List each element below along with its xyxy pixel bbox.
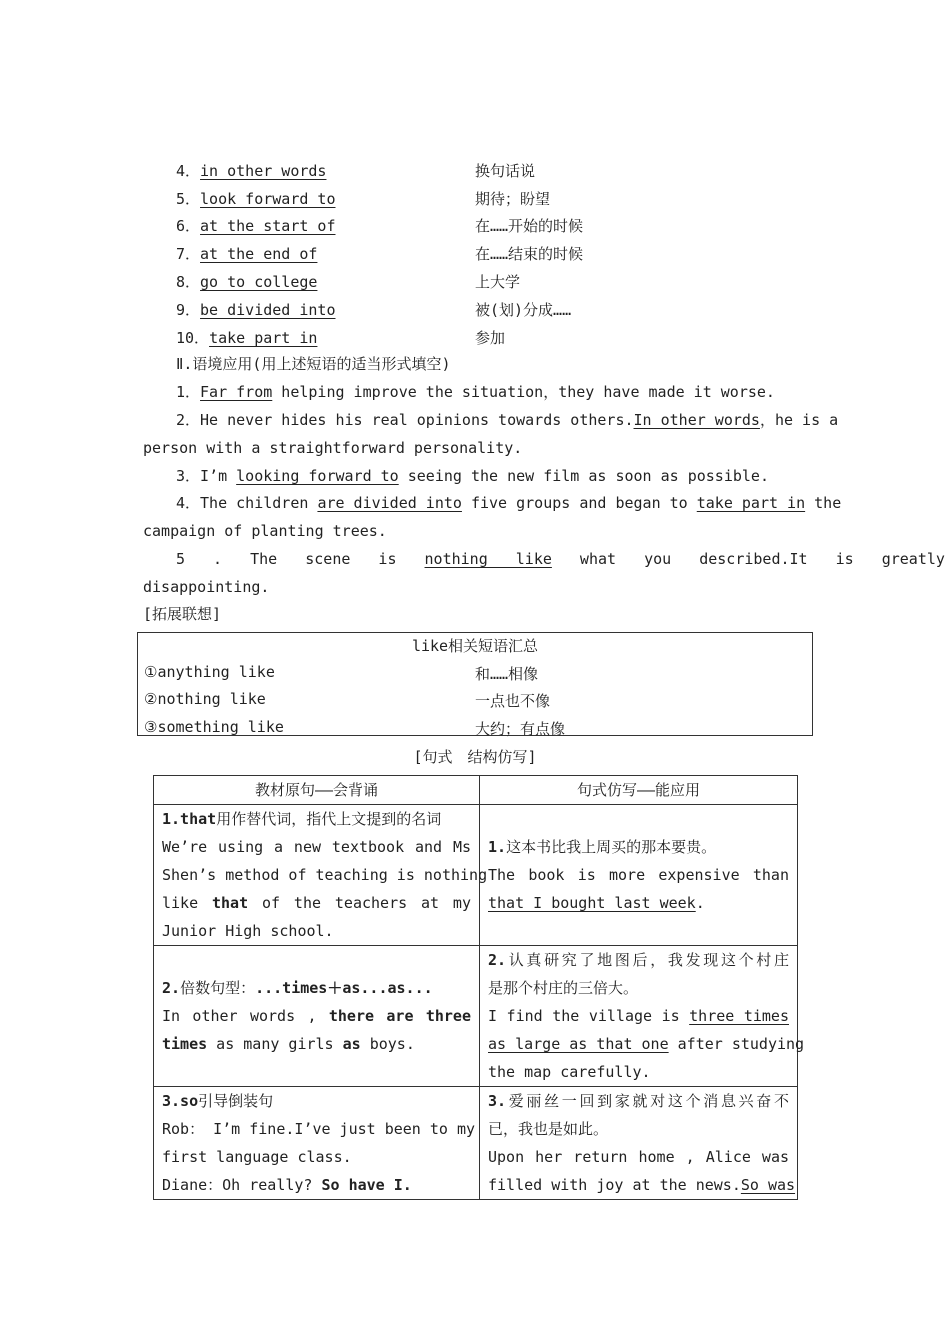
phrase-en: at the end of [200,245,318,263]
cell-text: 爱丽丝一回到家就对这个消息兴奋不 [506,1092,789,1110]
bold-text: ...times＋as...as... [255,979,433,997]
bold-text: So have I. [321,1176,412,1194]
exercise-number: 2． [176,411,201,429]
cell-line: Shen’s method of teaching is nothing [162,866,488,884]
bold-text: 2. [488,951,507,969]
sentence-text: ，he is a [759,411,839,429]
bold-text: there are three [328,1007,471,1025]
like-phrases-box [137,632,813,736]
phrase-en: in other words [200,162,327,180]
like-phrase-zh: 大约；有点像 [475,720,566,738]
sentence-text: I’m [200,467,237,485]
answer-blank: as large as that one [488,1035,669,1053]
cell-text: of the teachers at my [248,894,471,912]
phrase-zh: 换句话说 [475,162,536,180]
original-sentence-cell [154,946,480,1087]
phrase-number: 9． [176,301,201,319]
phrase-row [176,327,676,349]
phrase-row [176,215,676,237]
table-row [154,805,798,946]
like-phrase-en: ①anything like [144,663,275,681]
phrase-zh: 上大学 [475,273,521,291]
exercise-number: 1． [176,383,201,401]
bold-text: 1.that [162,810,217,828]
phrase-en: be divided into [200,301,336,319]
exercise-sentence [176,382,775,402]
sentence-text: The scene is [250,550,425,568]
phrase-number: 7． [176,245,201,263]
bold-text: times [162,1035,208,1053]
phrase-number: 8． [176,273,201,291]
answer-blank: In other words [633,411,760,429]
like-phrase-en: ②nothing like [144,690,266,708]
bold-text: 3. [488,1092,507,1110]
cell-text: 倍数句型： [180,979,256,997]
like-row [144,663,804,685]
cell-text: . [695,894,705,912]
exercise-sentence [176,493,842,513]
phrase-zh: 在……结束的时候 [475,245,584,263]
cell-title [488,946,789,974]
cell-text: 这本书比我上周买的那本要贵。 [506,838,717,856]
cell-line [162,1002,471,1030]
answer-blank: are divided into [317,494,462,512]
bold-text: 3.so [162,1092,199,1110]
like-phrase-en: ③something like [144,718,284,736]
sentence-text: seeing the new film as soon as possible. [398,467,769,485]
answer-blank: that I bought last week [488,894,696,912]
exercise-sentence [176,410,839,430]
phrase-zh: 期待；盼望 [475,190,551,208]
exercise-sentence [176,549,945,569]
phrase-number: 5． [176,190,201,208]
sentence-continuation: person with a straightforward personality. [143,439,523,457]
cell-line [162,1171,471,1199]
cell-line [488,889,789,917]
sentence-continuation: disappointing. [143,578,270,596]
cell-line: Upon her return home , Alice was [488,1148,789,1166]
bold-text: 2. [162,979,181,997]
section-title: Ⅱ.语境应用(用上述短语的适当形式填空) [176,355,451,373]
sentence-text: the [805,494,842,512]
cell-line: 已，我也是如此。 [488,1120,609,1138]
cell-text: after studying [668,1035,805,1053]
cell-title [488,833,789,861]
original-sentence-cell [154,1087,480,1200]
bold-text: 1. [488,838,507,856]
bold-text: as [342,1035,361,1053]
cell-line: Rob： I’m fine.I’ve just been to my [162,1120,476,1138]
original-sentence-cell [154,805,488,946]
sentence-text: He never hides his real opinions towards others. [200,411,634,429]
exercise-sentence [176,466,769,486]
sentence-text: what you described.It is greatly [551,550,945,568]
cell-line [488,1171,796,1199]
cell-title [488,1087,789,1115]
box-title: like相关短语汇总 [411,637,539,655]
cell-line: We’re using a new textbook and Ms [162,838,471,856]
extension-label: [拓展联想] [143,605,222,623]
phrase-row [176,271,676,293]
like-phrase-zh: 一点也不像 [475,692,551,710]
cell-text: 认真研究了地图后，我发现这个村庄 [506,951,789,969]
cell-line: The book is more expensive than [488,866,789,884]
phrase-row [176,188,676,210]
sentence-text: five groups and began to [461,494,697,512]
cell-line: the map carefully. [488,1063,651,1081]
cell-line: 是那个村庄的三倍大。 [488,979,639,997]
phrase-row [176,160,676,182]
cell-text: 引导倒装句 [198,1092,274,1110]
phrase-zh: 参加 [475,329,506,347]
cell-line: Junior High school. [162,922,334,940]
sentence-continuation: campaign of planting trees. [143,522,387,540]
like-row [144,690,804,712]
pattern-section-title: [句式 结构仿写] [413,748,537,766]
imitation-cell [480,946,805,1087]
table-row [154,1087,798,1200]
bold-text: that [212,894,249,912]
exercise-number: 4． [176,494,201,512]
cell-line [488,1002,789,1030]
cell-title [162,974,471,1002]
cell-text: like [162,894,212,912]
phrase-en: take part in [209,329,318,347]
cell-line: first language class. [162,1148,352,1166]
like-row [144,718,804,740]
cell-text: I find the village is [488,1007,690,1025]
phrase-number: 10． [176,329,210,347]
pattern-table [153,775,805,1200]
answer-blank: nothing like [424,550,552,568]
exercise-number: 3． [176,467,201,485]
phrase-number: 6． [176,217,201,235]
imitation-cell [480,805,798,946]
cell-text: as many girls [207,1035,343,1053]
answer-blank: Far from [200,383,273,401]
header-cell: 教材原句——会背诵 [154,776,480,805]
cell-line [488,1030,805,1058]
answer-blank: take part in [696,494,806,512]
cell-text: In other words , [162,1007,329,1025]
phrase-number: 4． [176,162,201,180]
sentence-text: helping improve the situation，they have made it worse. [272,383,775,401]
like-phrase-zh: 和……相像 [475,665,539,683]
phrase-en: look forward to [200,190,336,208]
answer-blank: So was [740,1176,796,1194]
answer-blank: looking forward to [236,467,399,485]
phrase-en: at the start of [200,217,336,235]
imitation-cell [480,1087,798,1200]
cell-line [162,1030,471,1058]
cell-text: 用作替代词，指代上文提到的名词 [216,810,442,828]
phrase-zh: 在……开始的时候 [475,217,584,235]
exercise-number: 5 . [176,550,223,568]
cell-text: boys. [360,1035,415,1053]
header-cell: 句式仿写——能应用 [480,776,798,805]
phrase-row [176,299,676,321]
cell-title [162,805,471,833]
table-row [154,946,798,1087]
sentence-text: The children [200,494,318,512]
phrase-row [176,243,676,265]
answer-blank: three times [689,1007,789,1025]
cell-line [162,889,471,917]
cell-text: Diane：Oh really? [162,1176,322,1194]
cell-text: filled with joy at the news. [488,1176,741,1194]
phrase-en: go to college [200,273,318,291]
cell-title [162,1087,471,1115]
table-header-row [154,776,798,805]
phrase-zh: 被(划)分成…… [475,301,572,319]
